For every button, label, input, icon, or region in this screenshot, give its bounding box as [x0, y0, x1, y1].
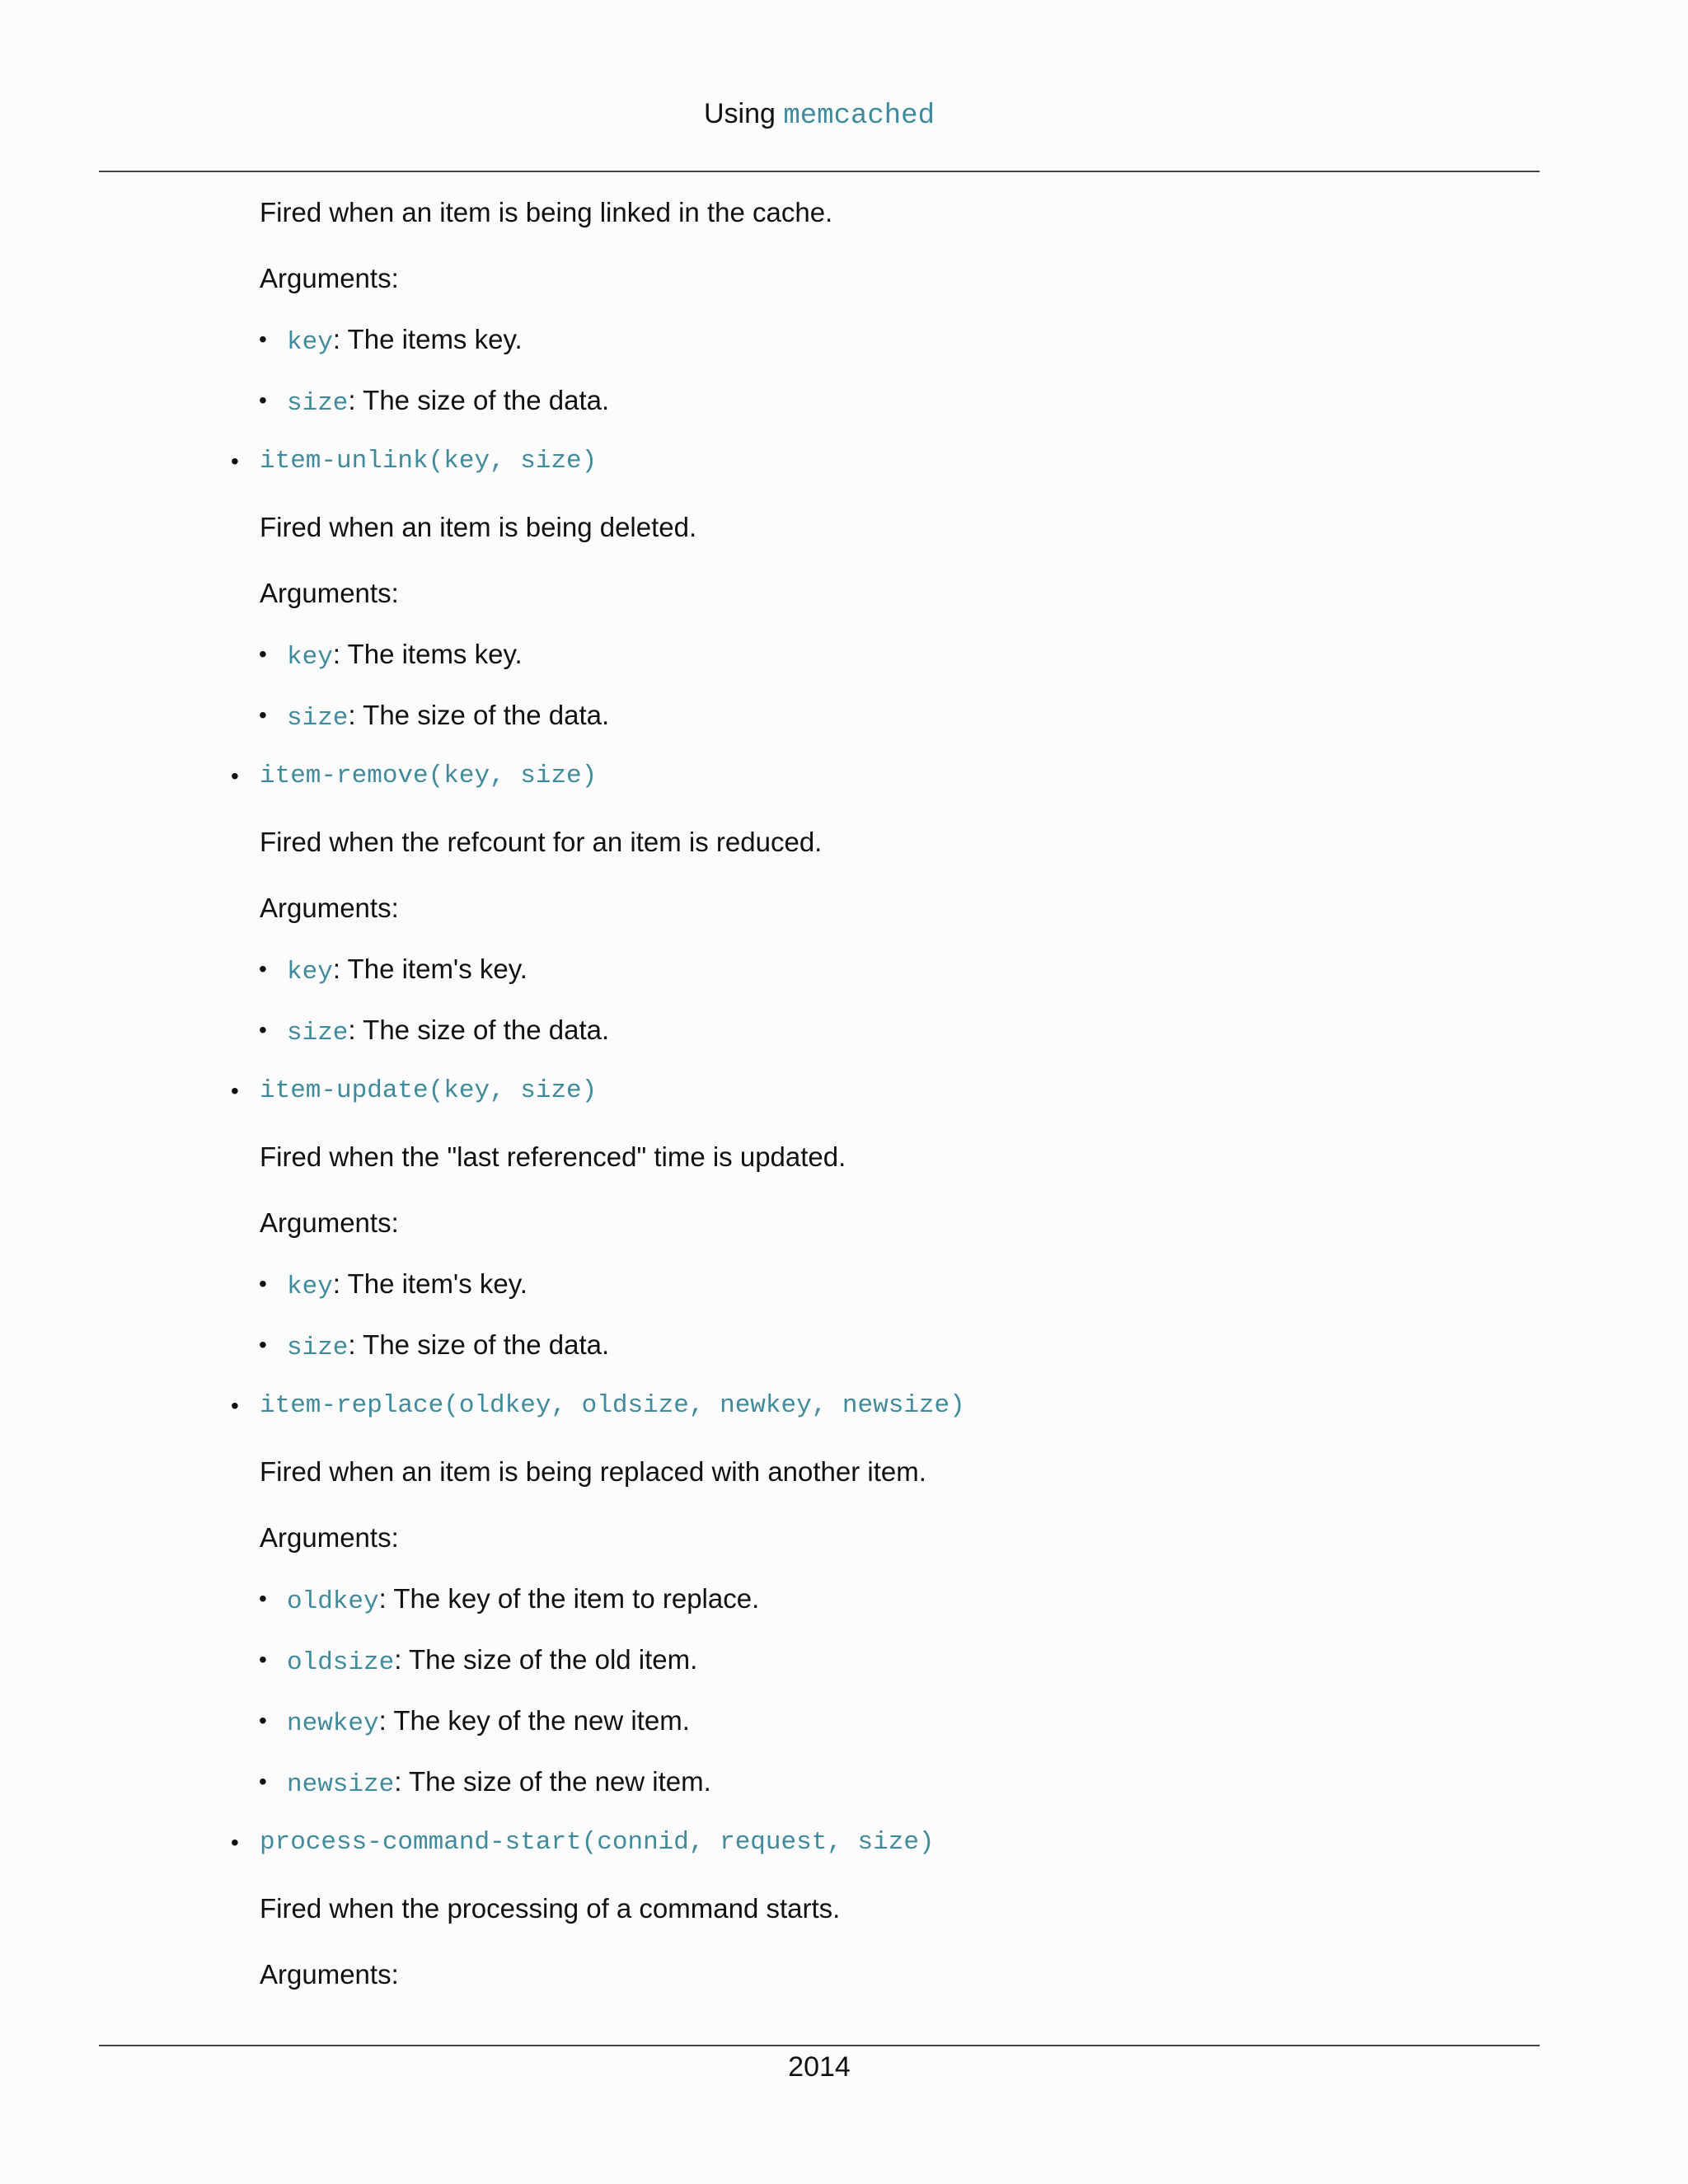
probe-signature: item-update(key, size) — [260, 1076, 598, 1105]
bullet-icon: • — [259, 387, 267, 413]
argument-description: : The size of the old item. — [394, 1644, 698, 1675]
page-number: 2014 — [788, 2051, 851, 2083]
paragraph: Arguments: — [260, 1207, 399, 1238]
bullet-icon: • — [259, 1708, 267, 1733]
argument-description: : The items key. — [332, 639, 523, 669]
bullet-icon: • — [259, 956, 267, 982]
paragraph: Arguments: — [260, 1959, 399, 1990]
argument-name: size — [287, 389, 349, 418]
bullet-icon: • — [259, 1586, 267, 1611]
argument-description: : The item's key. — [332, 1268, 528, 1299]
header-rule — [99, 171, 1540, 172]
bullet-icon: • — [231, 1078, 239, 1104]
probe-signature: item-replace(oldkey, oldsize, newkey, newsize) — [260, 1391, 965, 1420]
argument-name: size — [287, 704, 349, 733]
bullet-icon: • — [231, 1393, 239, 1418]
paragraph: Fired when the "last referenced" time is updated. — [260, 1141, 846, 1172]
probe-signature: item-unlink(key, size) — [260, 447, 598, 476]
header-code: memcached — [783, 101, 935, 132]
argument-description: : The size of the data. — [348, 700, 610, 730]
probe-signature: process-command-start(connid, request, size) — [260, 1828, 935, 1857]
probe-signature: item-remove(key, size) — [260, 762, 598, 790]
paragraph: Fired when the processing of a command starts. — [260, 1893, 841, 1924]
header-prefix: Using — [703, 98, 784, 129]
argument-description: : The key of the item to replace. — [378, 1583, 760, 1614]
argument-name: newkey — [287, 1709, 379, 1738]
argument-name: key — [287, 1272, 333, 1301]
page-header — [0, 94, 1639, 136]
paragraph: Arguments: — [260, 578, 399, 608]
bullet-icon: • — [259, 1017, 267, 1043]
argument-description: : The size of the data. — [348, 1329, 610, 1360]
argument-name: key — [287, 643, 333, 672]
paragraph: Fired when an item is being linked in the cache. — [260, 197, 833, 227]
argument-description: : The size of the data. — [348, 1015, 610, 1045]
bullet-icon: • — [259, 1647, 267, 1672]
argument-name: key — [287, 328, 333, 357]
paragraph: Arguments: — [260, 893, 399, 923]
argument-name: size — [287, 1333, 349, 1362]
paragraph: Arguments: — [260, 263, 399, 293]
argument-name: size — [287, 1019, 349, 1047]
bullet-icon: • — [259, 1332, 267, 1357]
footer-rule — [99, 2045, 1540, 2046]
paragraph: Arguments: — [260, 1522, 399, 1553]
argument-description: : The items key. — [332, 324, 523, 354]
argument-description: : The key of the new item. — [378, 1705, 690, 1736]
paragraph: Fired when an item is being deleted. — [260, 512, 697, 542]
bullet-icon: • — [259, 641, 267, 667]
argument-description: : The item's key. — [332, 954, 528, 984]
bullet-icon: • — [231, 763, 239, 789]
paragraph: Fired when an item is being replaced with another item. — [260, 1456, 926, 1487]
bullet-icon: • — [259, 702, 267, 728]
argument-name: oldsize — [287, 1648, 395, 1677]
argument-name: key — [287, 958, 333, 987]
bullet-icon: • — [259, 1271, 267, 1296]
bullet-icon: • — [231, 448, 239, 474]
bullet-icon: • — [259, 1769, 267, 1794]
bullet-icon: • — [231, 1830, 239, 1855]
bullet-icon: • — [259, 326, 267, 352]
argument-description: : The size of the data. — [348, 385, 610, 415]
argument-name: newsize — [287, 1770, 395, 1799]
argument-name: oldkey — [287, 1587, 379, 1616]
argument-description: : The size of the new item. — [394, 1766, 711, 1797]
paragraph: Fired when the refcount for an item is reduced. — [260, 827, 823, 857]
